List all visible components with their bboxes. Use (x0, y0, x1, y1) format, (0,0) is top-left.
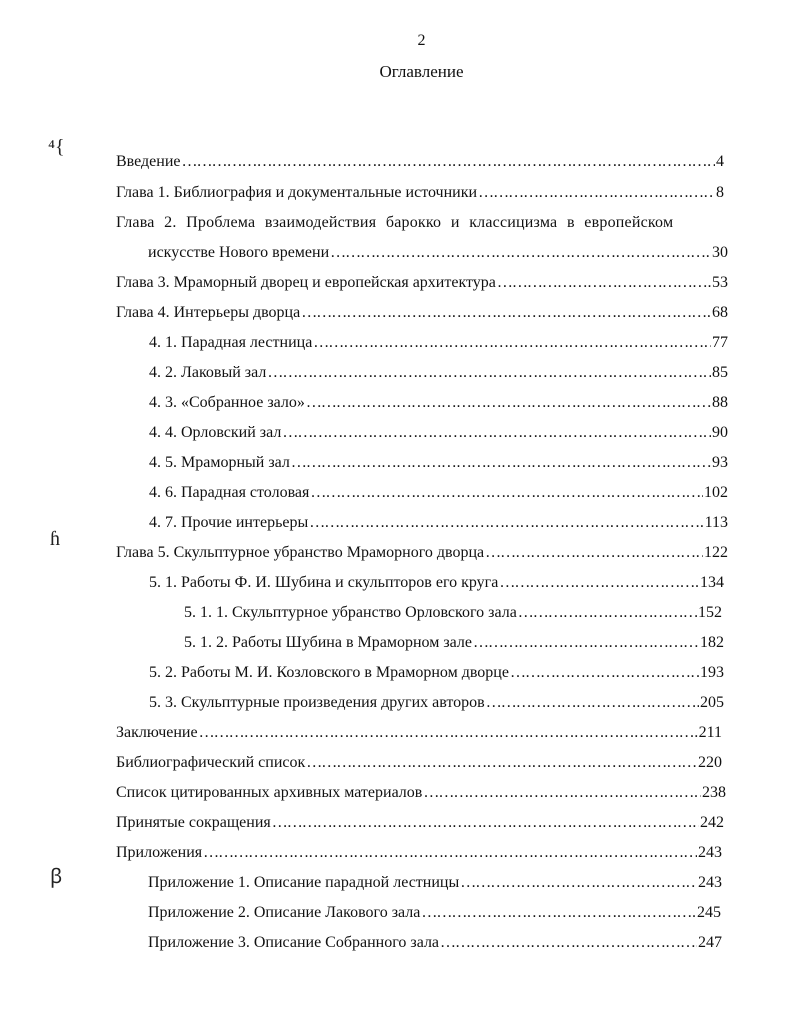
toc-entry-page: 53 (712, 274, 728, 291)
toc-entry (149, 363, 728, 383)
toc-entry-title: Глава 3. Мраморный дворец и европейская архитектура (116, 274, 496, 291)
toc-entry (184, 633, 724, 653)
toc-entry (116, 183, 724, 203)
toc-entry (116, 813, 724, 833)
toc-leader (267, 363, 711, 383)
toc-entry-page: 245 (697, 904, 721, 921)
toc-leader (485, 543, 703, 563)
toc-entry (149, 333, 728, 353)
toc-entry-title: Приложение 2. Описание Лакового зала (148, 904, 421, 921)
toc-entry-title: Приложение 1. Описание парадной лестницы (148, 874, 460, 891)
toc-leader (518, 603, 697, 623)
toc-entry (116, 723, 722, 743)
toc-entry (116, 213, 728, 233)
toc-entry (148, 873, 722, 893)
toc-leader (182, 152, 716, 172)
toc-entry-page: 68 (712, 304, 728, 321)
toc-leader (473, 633, 699, 653)
toc-leader (306, 393, 711, 413)
toc-entry-title: Библиографический список (116, 754, 306, 771)
toc-entry-page: 8 (716, 184, 724, 201)
toc-entry (116, 152, 724, 172)
toc-entry-page: 4 (716, 153, 724, 170)
toc-entry-page: 205 (700, 694, 724, 711)
toc-entry-title: Введение (116, 153, 181, 170)
toc-entry-title: Заключение (116, 724, 198, 741)
toc-entry (149, 423, 728, 443)
toc-entry-title: 4. 1. Парадная лестница (149, 334, 313, 351)
toc-entry-title: Приложения (116, 844, 203, 861)
toc-entry-page: 182 (700, 634, 724, 651)
toc-entry (116, 303, 728, 323)
toc-entry (149, 573, 724, 593)
toc-entry-page: 243 (698, 874, 722, 891)
toc-entry-page: 220 (698, 754, 722, 771)
toc-leader (282, 423, 711, 443)
toc-entry-title: Глава 4. Интерьеры дворца (116, 304, 301, 321)
toc-entry-page: 88 (712, 394, 728, 411)
toc-leader (478, 183, 715, 203)
toc-entry-page: 30 (712, 244, 728, 261)
toc-leader (486, 693, 699, 713)
toc-leader (310, 483, 703, 503)
toc-entry-title: 5. 1. 2. Работы Шубина в Мраморном зале (184, 634, 473, 651)
toc-entry-title: 4. 2. Лаковый зал (149, 364, 267, 381)
margin-mark: ꞵ (50, 866, 63, 888)
toc-entry-page: 242 (700, 814, 724, 831)
toc-entry-page: 152 (698, 604, 722, 621)
toc-leader (291, 453, 711, 473)
toc-leader (510, 663, 699, 683)
toc-entry (149, 393, 728, 413)
page-title: Оглавление (379, 62, 464, 81)
toc-entry (116, 273, 728, 293)
toc-entry-page: 243 (698, 844, 722, 861)
toc-leader (199, 723, 698, 743)
toc-entry-title: 4. 3. «Собранное зало» (149, 394, 305, 411)
toc-entry-page: 122 (704, 544, 728, 561)
toc-entry-page: 93 (712, 454, 728, 471)
toc-entry (116, 753, 722, 773)
toc-leader (203, 843, 697, 863)
toc-entry (148, 903, 721, 923)
toc-leader (306, 753, 697, 773)
toc-leader (460, 873, 697, 893)
toc-leader (423, 783, 701, 803)
toc-entry-title: 4. 6. Парадная столовая (149, 484, 310, 501)
margin-mark: ɦ (50, 528, 60, 550)
toc-entry-title: Список цитированных архивных материалов (116, 784, 423, 801)
toc-entry-page: 247 (698, 934, 722, 951)
toc-entry (148, 243, 728, 263)
toc-entry-page: 90 (712, 424, 728, 441)
toc-entry (116, 783, 726, 803)
toc-entry-page: 193 (700, 664, 724, 681)
toc-entry-title: 5. 3. Скульптурные произведения других авторов (149, 694, 485, 711)
toc-entry-title: 4. 4. Орловский зал (149, 424, 282, 441)
toc-entry (149, 663, 724, 683)
toc-leader (421, 903, 696, 923)
toc-entry-page: 113 (704, 514, 728, 531)
toc-entry (116, 843, 722, 863)
toc-entry-page: 77 (712, 334, 728, 351)
toc-leader (309, 513, 703, 533)
margin-mark: ⁴{ (48, 136, 65, 158)
toc-entry-title: 5. 2. Работы М. И. Козловского в Мраморном дворце (149, 664, 509, 681)
toc-entry-title: Глава 5. Скульптурное убранство Мраморного дворца (116, 544, 485, 561)
toc-entry-title: искусстве Нового времени (148, 244, 330, 261)
toc-entry-title: Приложение 3. Описание Собранного зала (148, 934, 440, 951)
page-number: 2 (417, 32, 426, 49)
toc-leader (272, 813, 699, 833)
toc-entry-title: Глава 1. Библиография и документальные источники (116, 184, 478, 201)
toc-entry (149, 693, 724, 713)
toc-leader (440, 933, 697, 953)
toc-entry-page: 211 (698, 724, 722, 741)
toc-leader (330, 243, 711, 263)
toc-entry-title: Глава 2. Проблема взаимодействия барокко и классицизма в европейском (116, 214, 674, 231)
toc-leader (499, 573, 699, 593)
toc-entry-title: 4. 7. Прочие интерьеры (149, 514, 309, 531)
toc-entry (149, 483, 728, 503)
toc-entry-page: 102 (704, 484, 728, 501)
toc-leader (313, 333, 711, 353)
toc-entry-title: Принятые сокращения (116, 814, 271, 831)
toc-entry (116, 543, 728, 563)
toc-leader (497, 273, 711, 293)
toc-entry (184, 603, 722, 623)
toc-entry (148, 933, 722, 953)
toc-entry (149, 513, 728, 533)
toc-leader (301, 303, 711, 323)
toc-entry-title: 5. 1. Работы Ф. И. Шубина и скульпторов его круга (149, 574, 499, 591)
toc-entry-page: 134 (700, 574, 724, 591)
toc-entry-page: 85 (712, 364, 728, 381)
toc-entry-title: 4. 5. Мраморный зал (149, 454, 290, 471)
toc-entry (149, 453, 728, 473)
toc-entry-page: 238 (702, 784, 726, 801)
toc-entry-title: 5. 1. 1. Скульптурное убранство Орловского зала (184, 604, 517, 621)
